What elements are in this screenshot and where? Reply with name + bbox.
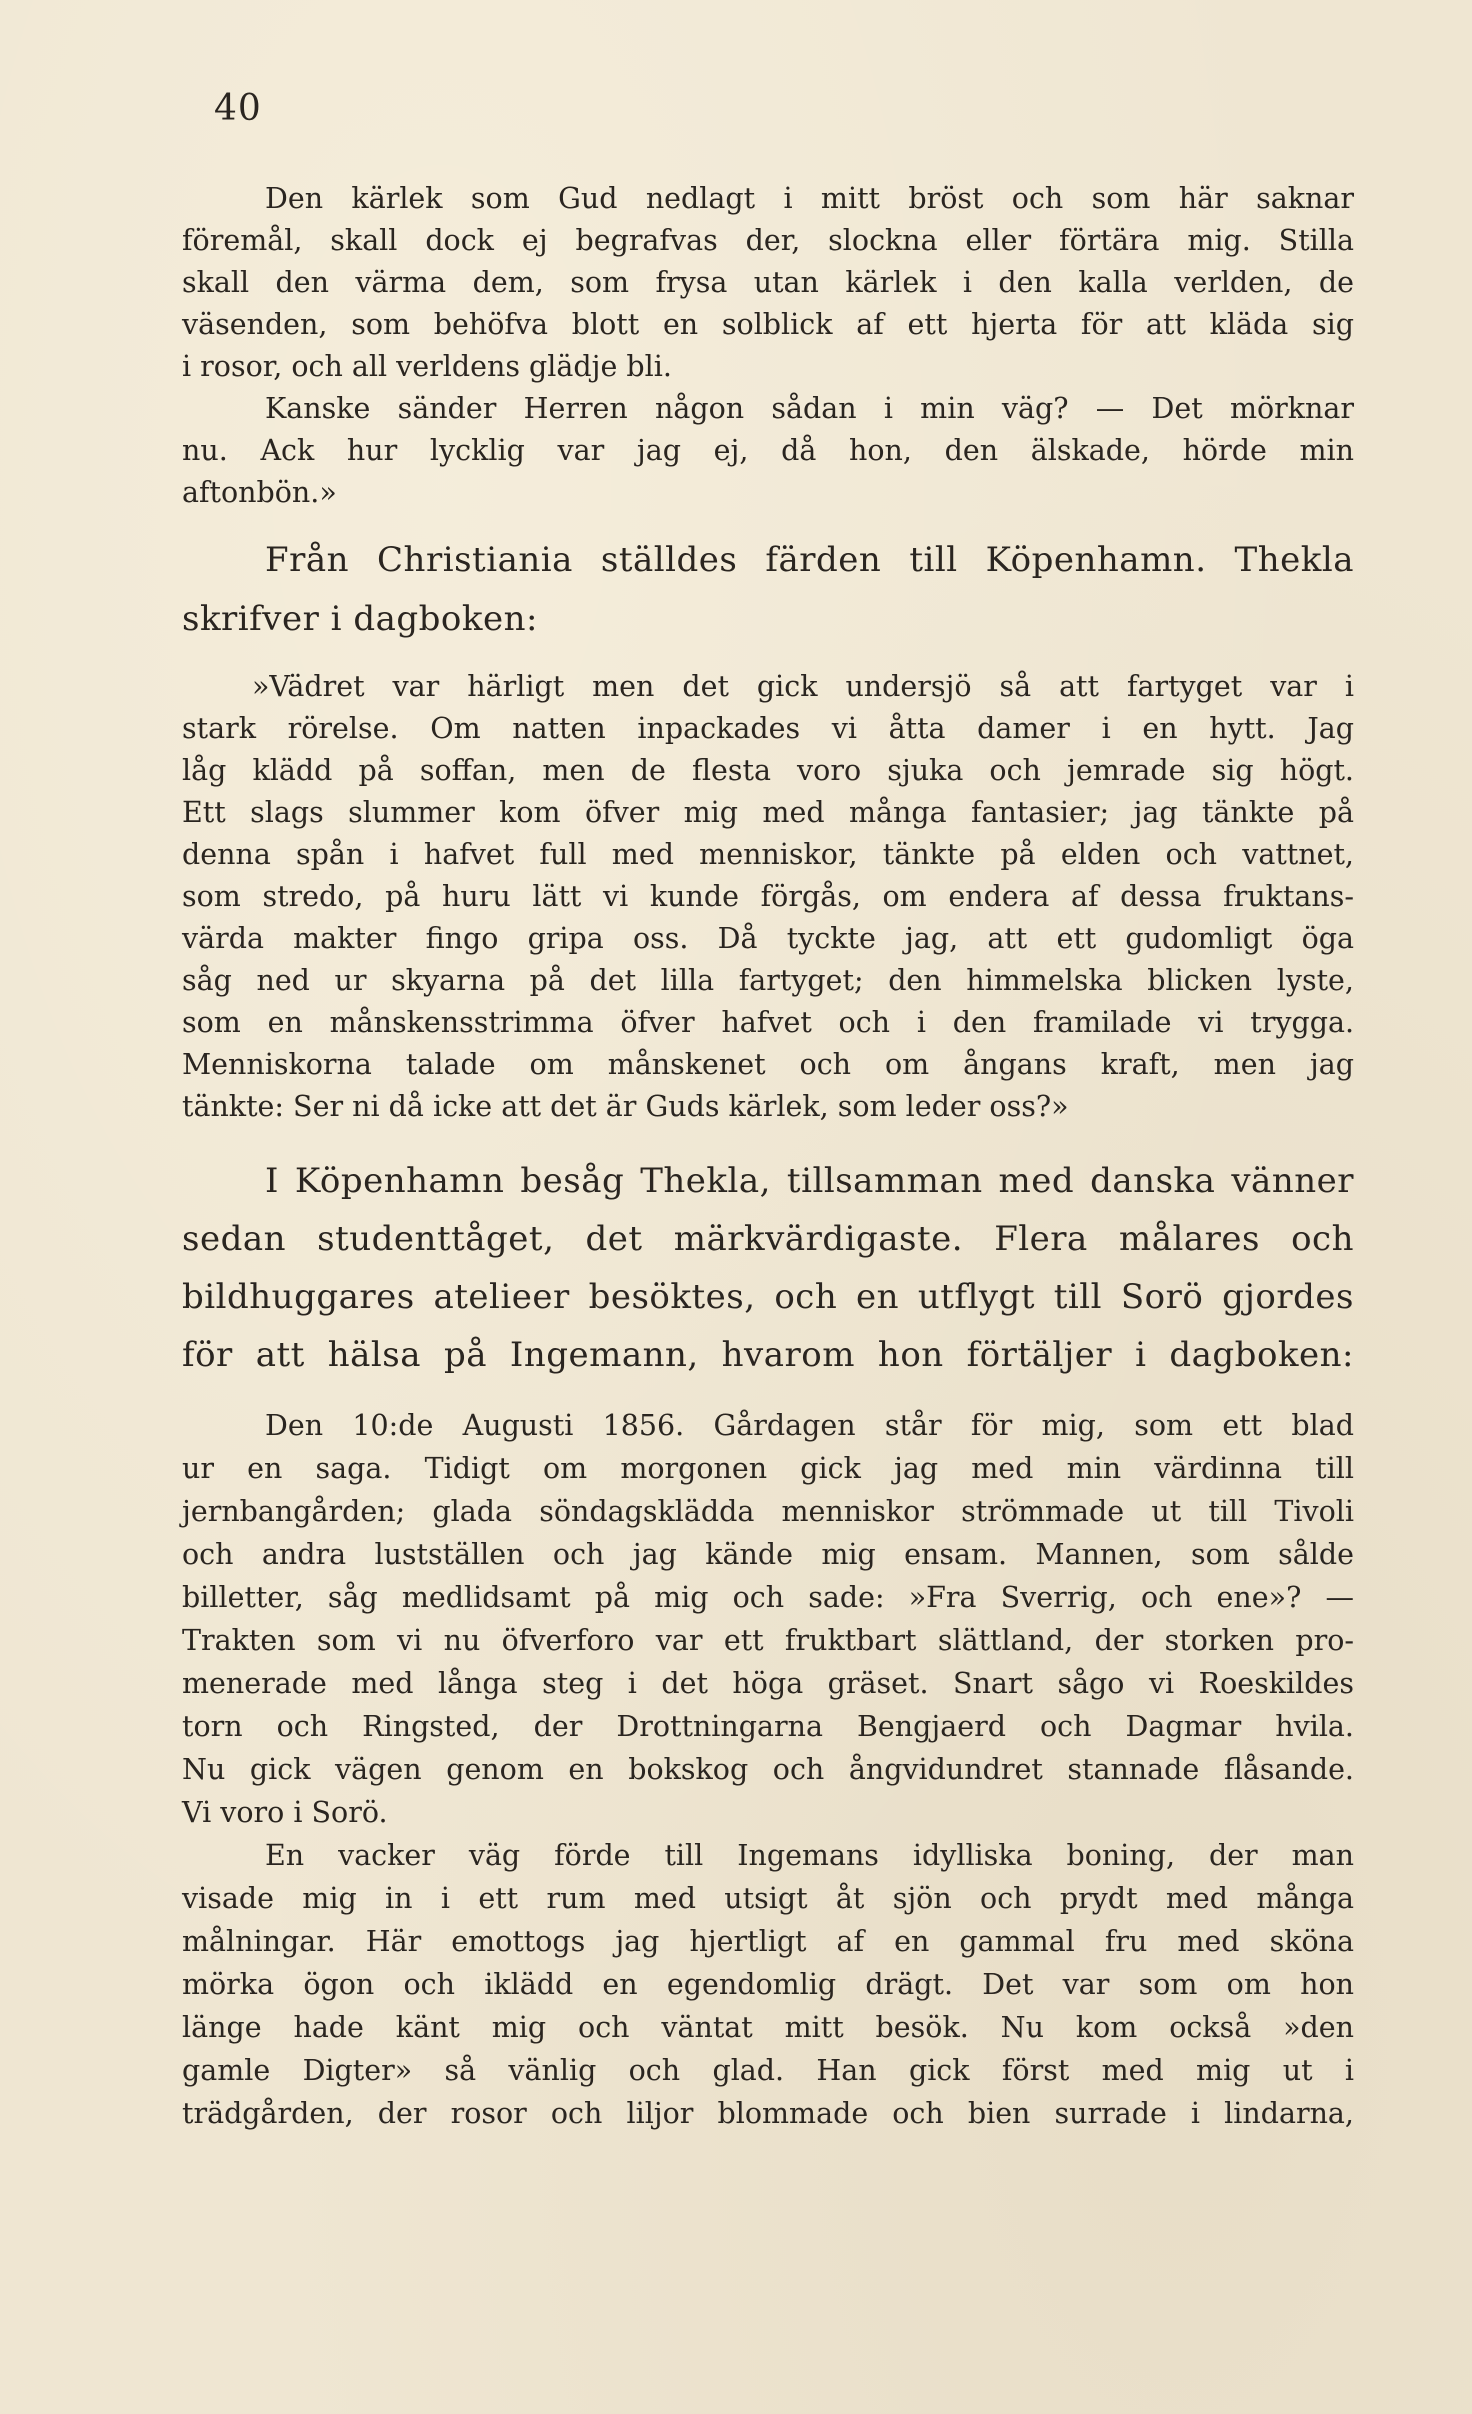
text-line: menerade med långa steg i det höga gräset. Snart sågo vi Roeskildes bbox=[182, 1667, 1354, 1700]
text-line: »Vädret var härligt men det gick undersjö så att fartyget var i bbox=[252, 670, 1354, 703]
text-line: Från Christiania ställdes färden till Köpenhamn. Thekla bbox=[265, 540, 1354, 580]
text-line: torn och Ringsted, der Drottningarna Bengjaerd och Dagmar hvila. bbox=[182, 1710, 1354, 1743]
text-line: visade mig in i ett rum med utsigt åt sjön och prydt med många bbox=[182, 1882, 1354, 1915]
text-line: i rosor, och all verldens glädje bli. bbox=[182, 350, 672, 383]
text-line: ur en saga. Tidigt om morgonen gick jag med min värdinna till bbox=[182, 1452, 1354, 1485]
text-line: Vi voro i Sorö. bbox=[182, 1796, 388, 1829]
text-line: En vacker väg förde till Ingemans idylliska boning, der man bbox=[265, 1839, 1354, 1872]
text-line: låg klädd på soffan, men de flesta voro sjuka och jemrade sig högt. bbox=[182, 754, 1354, 787]
text-line: som en månskensstrimma öfver hafvet och i den framilade vi trygga. bbox=[182, 1006, 1354, 1039]
text-line: målningar. Här emottogs jag hjertligt af en gammal fru med sköna bbox=[182, 1925, 1354, 1958]
text-line: skall den värma dem, som frysa utan kärlek i den kalla verlden, de bbox=[182, 266, 1354, 299]
text-line: tänkte: Ser ni då icke att det är Guds kärlek, som leder oss?» bbox=[182, 1090, 1069, 1123]
text-line: Nu gick vägen genom en bokskog och ångvidundret stannade flåsande. bbox=[182, 1753, 1354, 1786]
text-line: jernbangården; glada söndagsklädda menniskor strömmade ut till Tivoli bbox=[182, 1495, 1354, 1528]
text-line: Trakten som vi nu öfverforo var ett fruktbart slättland, der storken pro- bbox=[182, 1624, 1354, 1657]
text-line: gamle Digter» så vänlig och glad. Han gick först med mig ut i bbox=[182, 2054, 1354, 2087]
text-line: Kanske sänder Herren någon sådan i min väg? — Det mörknar bbox=[265, 392, 1354, 425]
text-line: I Köpenhamn besåg Thekla, tillsamman med danska vänner bbox=[265, 1161, 1354, 1201]
text-line: och andra lustställen och jag kände mig ensam. Mannen, som sålde bbox=[182, 1538, 1354, 1571]
text-line: trädgården, der rosor och liljor blommade och bien surrade i lindarna, bbox=[182, 2097, 1354, 2130]
text-line: nu. Ack hur lycklig var jag ej, då hon, den älskade, hörde min bbox=[182, 434, 1354, 467]
text-line: som stredo, på huru lätt vi kunde förgås, om endera af dessa fruktans- bbox=[182, 880, 1354, 913]
text-line: föremål, skall dock ej begrafvas der, slockna eller förtära mig. Stilla bbox=[182, 224, 1354, 257]
text-line: värda makter fingo gripa oss. Då tyckte jag, att ett gudomligt öga bbox=[182, 922, 1354, 955]
text-line: denna spån i hafvet full med menniskor, tänkte på elden och vattnet, bbox=[182, 838, 1354, 871]
page-number: 40 bbox=[214, 88, 262, 129]
text-line: skrifver i dagboken: bbox=[182, 599, 538, 639]
text-line: bildhuggares atelieer besöktes, och en utflygt till Sorö gjordes bbox=[182, 1277, 1354, 1317]
text-line: Den 10:de Augusti 1856. Gårdagen står för mig, som ett blad bbox=[265, 1409, 1354, 1442]
text-line: mörka ögon och iklädd en egendomlig drägt. Det var som om hon bbox=[182, 1968, 1354, 2001]
text-line: stark rörelse. Om natten inpackades vi åtta damer i en hytt. Jag bbox=[182, 712, 1354, 745]
text-line: väsenden, som behöfva blott en solblick af ett hjerta för att kläda sig bbox=[182, 308, 1354, 341]
text-line: Den kärlek som Gud nedlagt i mitt bröst och som här saknar bbox=[265, 182, 1354, 215]
text-line: såg ned ur skyarna på det lilla fartyget; den himmelska blicken lyste, bbox=[182, 964, 1354, 997]
text-line: Menniskorna talade om månskenet och om ångans kraft, men jag bbox=[182, 1048, 1354, 1081]
text-line: billetter, såg medlidsamt på mig och sade: »Fra Sverrig, och ene»? — bbox=[182, 1581, 1354, 1614]
text-line: länge hade känt mig och väntat mitt besök. Nu kom också »den bbox=[182, 2011, 1354, 2044]
text-line: aftonbön.» bbox=[182, 476, 337, 509]
text-line: Ett slags slummer kom öfver mig med många fantasier; jag tänkte på bbox=[182, 796, 1354, 829]
text-line: sedan studenttåget, det märkvärdigaste. Flera målares och bbox=[182, 1219, 1354, 1259]
text-line: för att hälsa på Ingemann, hvarom hon förtäljer i dagboken: bbox=[182, 1335, 1354, 1375]
